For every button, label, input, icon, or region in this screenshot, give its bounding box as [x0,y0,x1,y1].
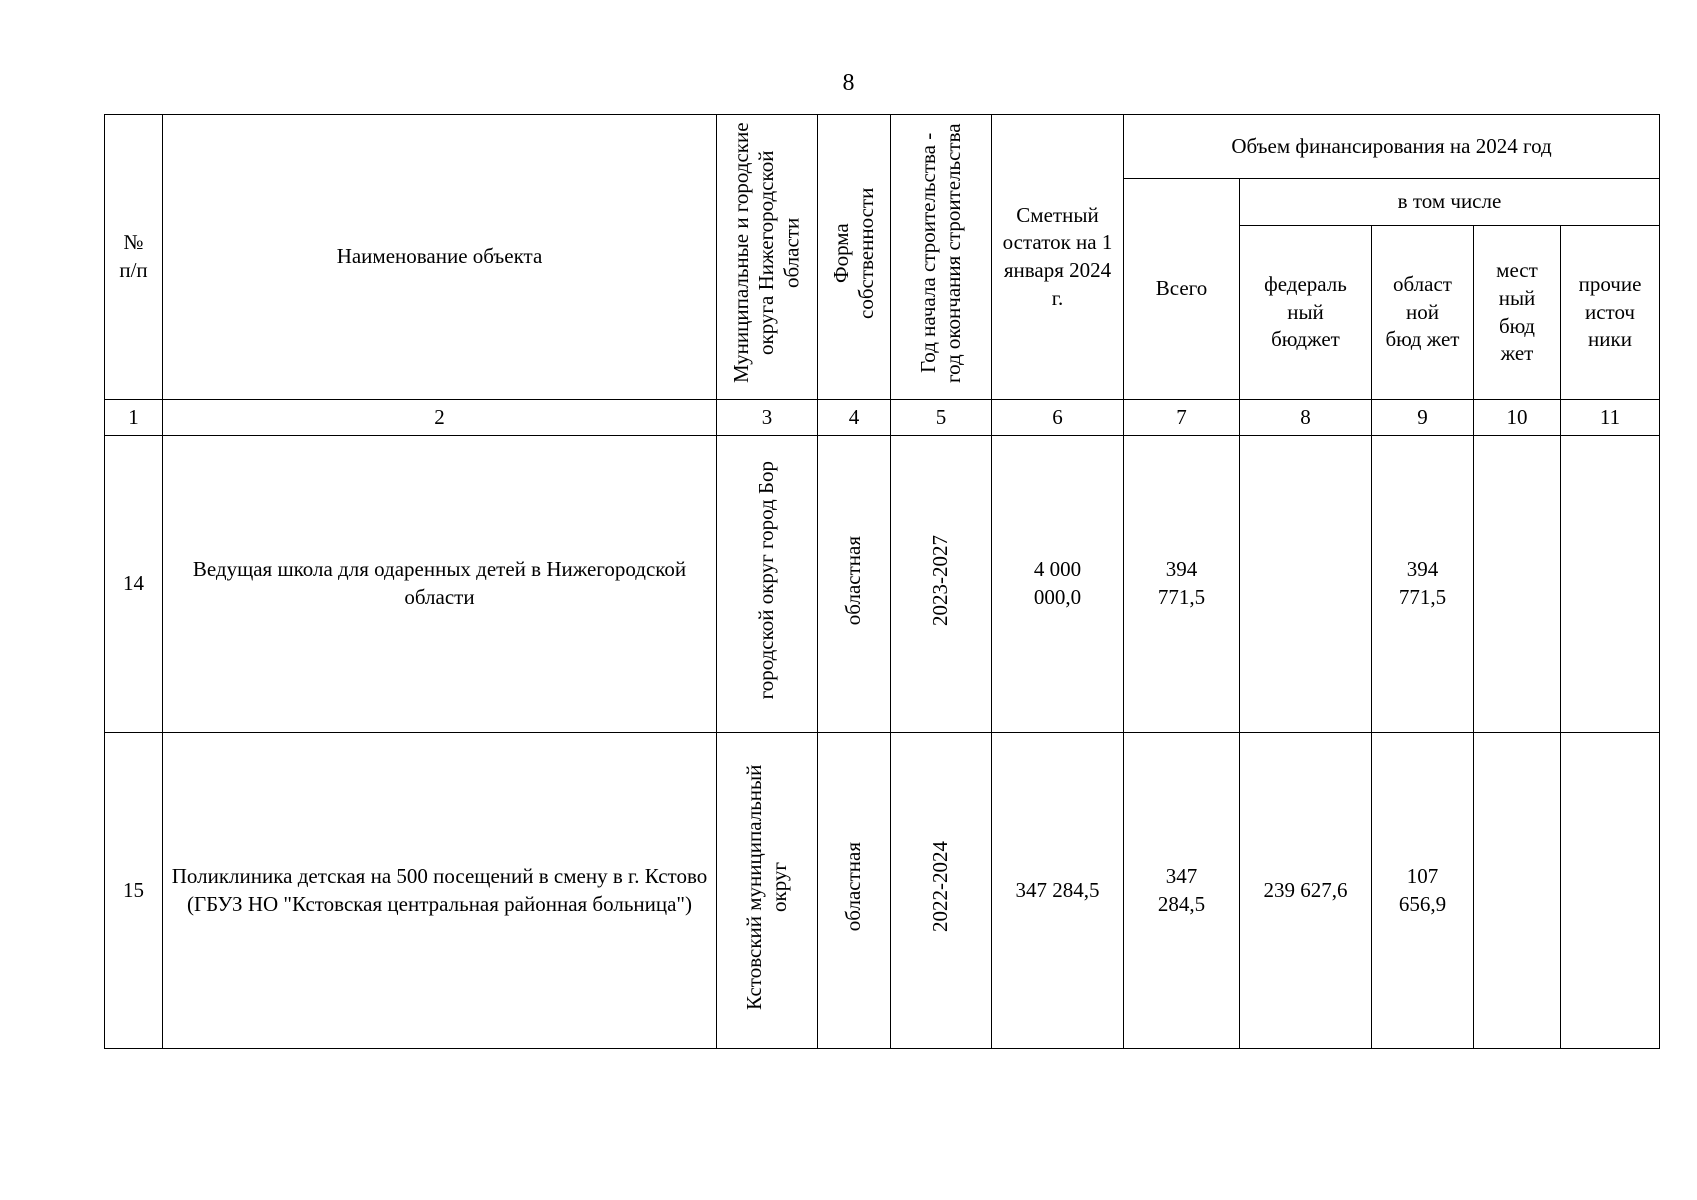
row-estimate: 347 284,5 [992,733,1124,1049]
row-municipality [717,436,818,733]
column-number: 2 [163,400,717,436]
column-number: 3 [717,400,818,436]
header-other-text: прочие источ ники [1578,271,1642,352]
column-number: 11 [1561,400,1660,436]
header-years [891,115,992,400]
header-num [105,115,163,400]
column-number: 9 [1372,400,1474,436]
row-total [1124,733,1240,1049]
column-number: 10 [1474,400,1561,436]
header-regional-text: област ной бюд жет [1385,271,1460,352]
row-regional-text: 394 771,5 [1398,557,1447,609]
column-number: 4 [818,400,891,436]
row-regional [1372,436,1474,733]
header-ownership [818,115,891,400]
header-estimate [992,115,1124,400]
row-regional [1372,733,1474,1049]
row-estimate-text: 4 000 000,0 [1033,557,1082,609]
table-row [105,436,1660,733]
row-total-text: 347 284,5 [1157,863,1206,916]
column-number: 6 [992,400,1124,436]
row-num: 14 [105,436,163,733]
row-total [1124,436,1240,733]
column-number: 8 [1240,400,1372,436]
header-estimate-text: Сметный остаток на 1 января 2024 г. [1002,202,1113,310]
header-name: Наименование объекта [163,115,717,400]
row-ownership-text: областная [841,535,866,625]
column-numbers-row [105,400,1660,436]
row-federal [1240,436,1372,733]
row-num: 15 [105,733,163,1049]
header-financing: Объем финансирования на 2024 год [1124,115,1660,179]
row-total-text: 394 771,5 [1157,557,1206,609]
row-municipality-text: Кстовский муниципальный округ [741,763,791,1010]
header-num-text: № п/п [119,230,148,282]
financing-table [104,114,1660,1049]
header-municipality [717,115,818,400]
column-number: 7 [1124,400,1240,436]
row-ownership [818,436,891,733]
header-ownership-text: Форма собственности [828,187,878,319]
row-object-name: Ведущая школа для одаренных детей в Нижегородской области [163,436,717,733]
row-ownership-text: областная [841,842,866,932]
header-total: Всего [1124,179,1240,400]
header-years-text: Год начала строительства - год окончания строительства [915,123,965,383]
table-row [105,733,1660,1049]
header-municipality-text: Муниципальные и городские округа Нижегородской области [729,122,804,384]
row-years-text: 2022-2024 [928,841,953,933]
row-object-name: Поликлиника детская на 500 посещений в смену в г. Кстово (ГБУЗ НО "Кстовская центральная районная больница") [163,733,717,1049]
header-regional [1372,226,1474,400]
row-federal: 239 627,6 [1240,733,1372,1049]
page-number: 8 [842,70,855,96]
row-ownership [818,733,891,1049]
header-other [1561,226,1660,400]
row-local [1474,436,1561,733]
row-other [1561,733,1660,1049]
row-years [891,436,992,733]
row-municipality-text: городской округ город Бор [754,460,779,700]
row-other [1561,436,1660,733]
row-local [1474,733,1561,1049]
row-regional-text: 107 656,9 [1398,863,1447,916]
header-including: в том числе [1240,179,1660,226]
row-years [891,733,992,1049]
header-local [1474,226,1561,400]
header-federal [1240,226,1372,400]
column-number: 5 [891,400,992,436]
header-federal-text: федераль ный бюджет [1264,271,1347,352]
row-municipality [717,733,818,1049]
row-estimate [992,436,1124,733]
row-years-text: 2023-2027 [928,534,953,626]
header-local-text: мест ный бюд жет [1496,258,1538,366]
column-number: 1 [105,400,163,436]
